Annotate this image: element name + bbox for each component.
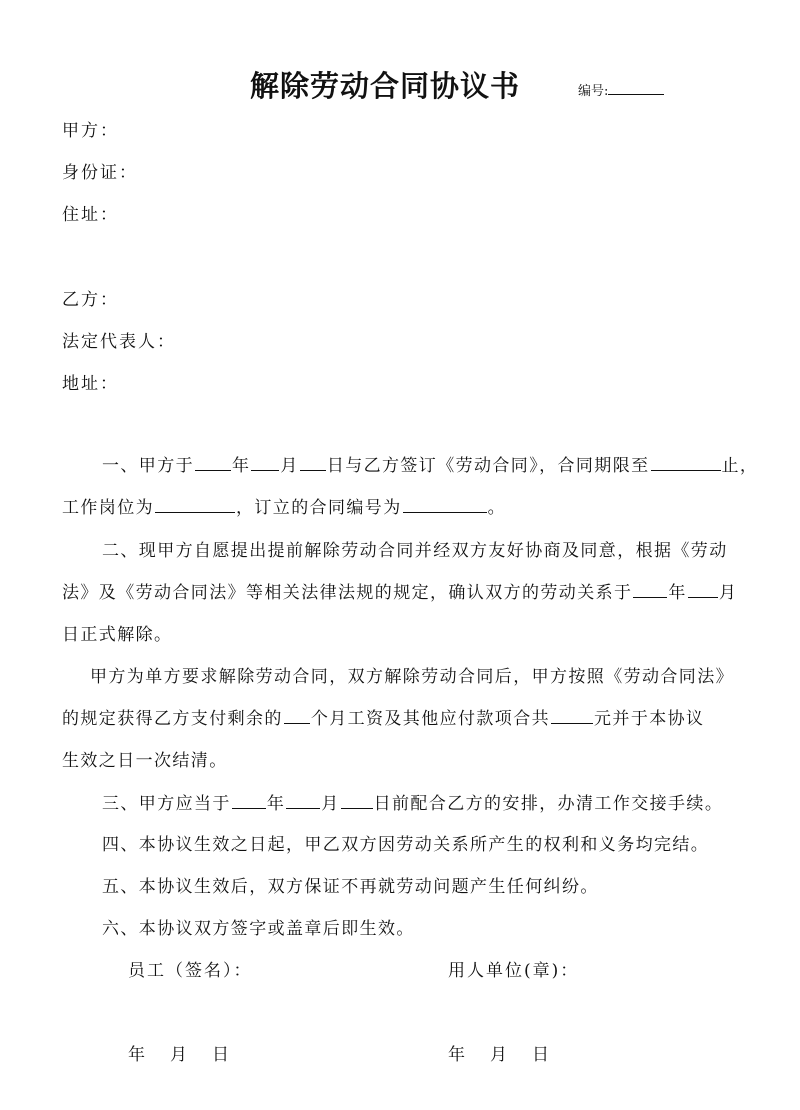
clause-2-line-3: 日正式解除。	[62, 625, 173, 645]
clause-1-text: 日与乙方签订《劳动合同》，合同期限至	[326, 456, 650, 476]
document-number-label: 编号:	[578, 84, 609, 99]
clause-5: 五、本协议生效后，双方保证不再就劳动问题产生任何纠纷。	[102, 877, 599, 897]
clause-2b-text: 个月工资及其他应付款项合共	[310, 709, 551, 729]
document-number	[578, 80, 664, 99]
year-blank	[633, 581, 667, 598]
month-blank	[286, 792, 320, 809]
clause-1-text: 。	[487, 498, 507, 518]
clause-2b-line-1: 甲方为单方要求解除劳动合同，双方解除劳动合同后，甲方按照《劳动合同法》	[90, 667, 734, 687]
clause-4: 四、本协议生效之日起，甲乙双方因劳动关系所产生的权利和义务均完结。	[102, 835, 710, 855]
month-label: 月	[321, 794, 340, 814]
clause-1-line-2	[62, 493, 752, 518]
clause-2-line-1: 二、现甲方自愿提出提前解除劳动合同并经双方友好协商及同意，根据《劳动	[102, 541, 728, 561]
position-blank	[155, 496, 235, 513]
year-blank	[195, 454, 231, 471]
party-b-representative-label: 法定代表人：	[62, 332, 176, 352]
party-a-id-label: 身份证：	[62, 163, 138, 183]
party-a-label: 甲方：	[62, 121, 119, 141]
party-b-address-label: 地址：	[62, 374, 119, 394]
day-blank	[300, 454, 326, 471]
clause-2b-line-3: 生效之日一次结清。	[62, 751, 228, 771]
contract-end-blank	[651, 454, 721, 471]
employer-date: 年 月 日	[448, 1045, 553, 1065]
months-blank	[284, 707, 310, 724]
year-label: 年	[266, 794, 286, 814]
month-label: 月	[718, 583, 738, 603]
amount-blank	[551, 707, 593, 724]
employer-seal-label: 用人单位(章)：	[448, 961, 580, 981]
clause-6: 六、本协议双方签字或盖章后即生效。	[102, 919, 415, 939]
clause-1-text: 工作岗位为	[62, 498, 154, 518]
clause-2-text: 法》及《劳动合同法》等相关法律法规的规定，确认双方的劳动关系于	[62, 583, 633, 603]
clause-1-text: ，订立的合同编号为	[236, 498, 402, 518]
document-number-blank	[608, 82, 664, 95]
document-title: 解除劳动合同协议书	[249, 69, 520, 103]
clause-1-text: 止，	[721, 456, 759, 476]
clause-1-line-1	[102, 451, 759, 476]
clause-2b-text: 元并于本协议	[594, 709, 705, 729]
clause-2b-line-2	[62, 704, 752, 729]
day-blank	[341, 792, 373, 809]
party-a-address-label: 住址：	[62, 205, 119, 225]
party-b-label: 乙方：	[62, 290, 119, 310]
clause-2b-text: 的规定获得乙方支付剩余的	[62, 709, 283, 729]
clause-3	[102, 789, 752, 814]
clause-1-text: 一、甲方于	[102, 456, 194, 476]
employee-signature-label: 员工（签名）：	[128, 961, 253, 981]
month-blank	[688, 581, 718, 598]
clause-3-text: 日前配合乙方的安排，办清工作交接手续。	[373, 794, 724, 814]
contract-number-blank	[403, 496, 487, 513]
month-blank	[251, 454, 279, 471]
clause-2-line-2	[62, 578, 752, 603]
year-blank	[232, 792, 266, 809]
year-label: 年	[232, 456, 251, 476]
employee-date: 年 月 日	[128, 1045, 233, 1065]
month-label: 月	[280, 456, 299, 476]
clause-3-text: 三、甲方应当于	[102, 794, 231, 814]
year-label: 年	[668, 583, 687, 603]
